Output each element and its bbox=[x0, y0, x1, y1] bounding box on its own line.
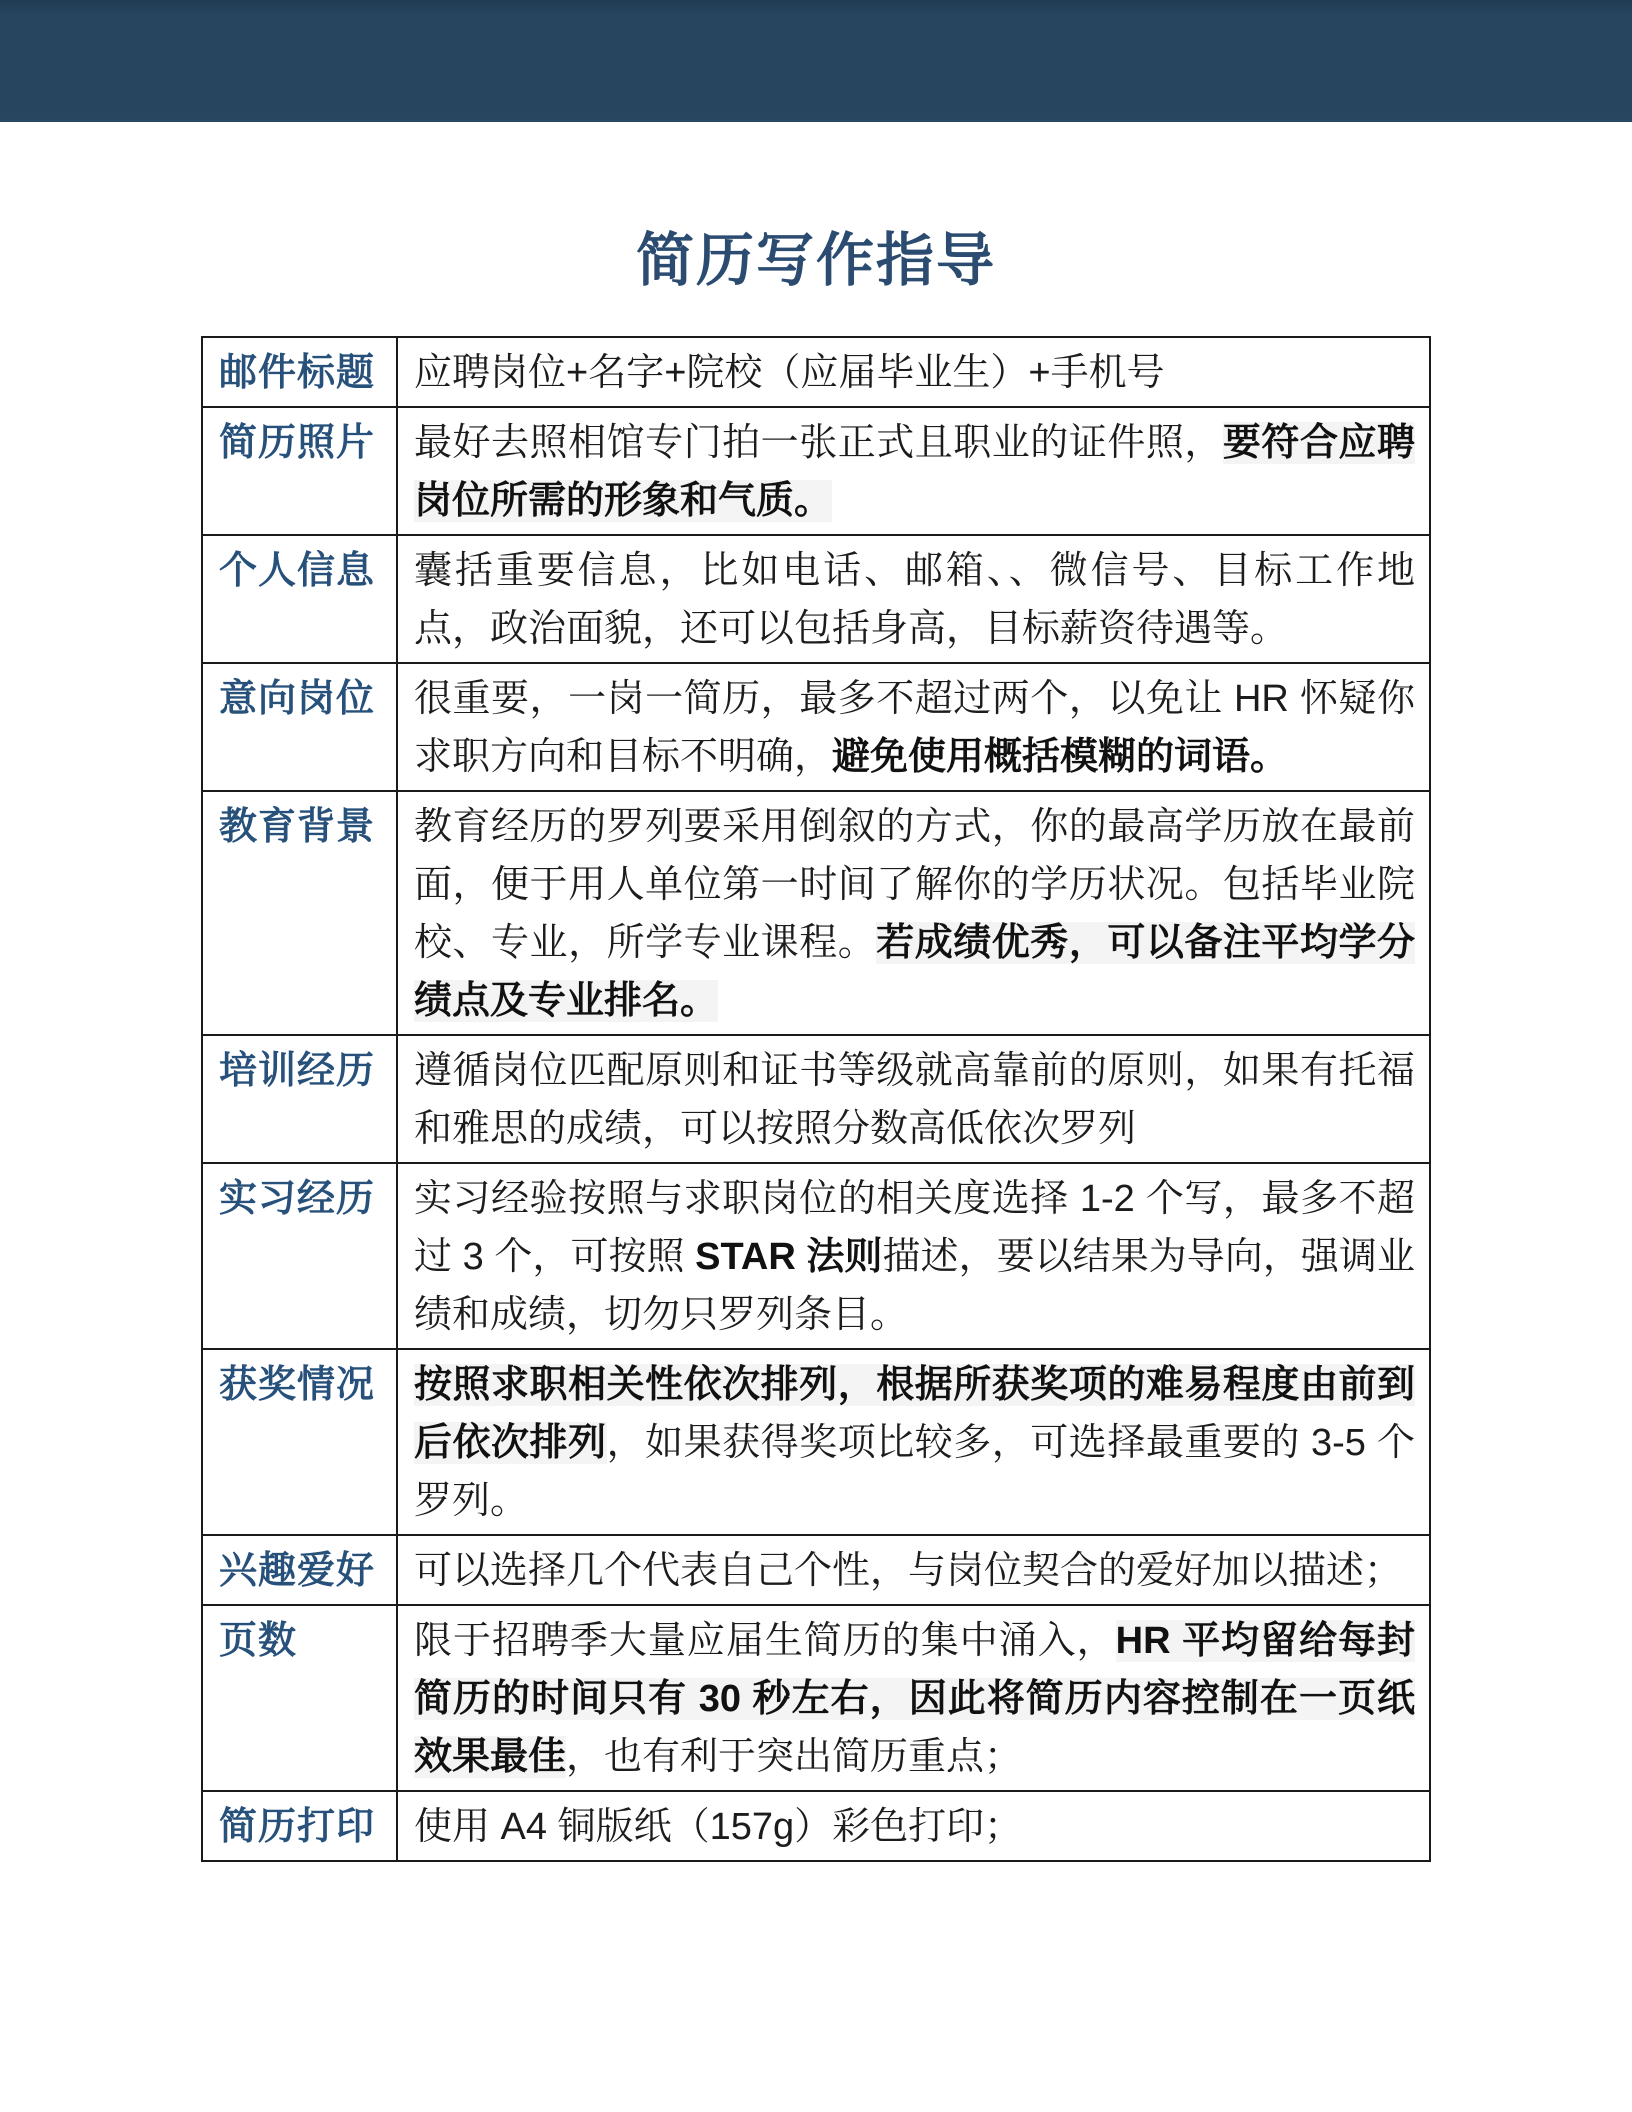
row-content bbox=[397, 1349, 1430, 1535]
table-row bbox=[202, 1535, 1430, 1605]
table-row bbox=[202, 535, 1430, 663]
row-content bbox=[397, 1535, 1430, 1605]
row-label: 兴趣爱好 bbox=[202, 1535, 397, 1605]
row-label: 实习经历 bbox=[202, 1163, 397, 1349]
text-segment: 描述，要以结果为导向，强调业绩和成绩，切勿只罗列条目。 bbox=[414, 1236, 1415, 1336]
header-bar bbox=[0, 0, 1632, 122]
table-row bbox=[202, 663, 1430, 791]
table-row bbox=[202, 407, 1430, 535]
row-content bbox=[397, 407, 1430, 535]
text-segment: 应聘岗位+名字+院校（应届毕业生）+手机号 bbox=[414, 352, 1165, 394]
table-row bbox=[202, 1163, 1430, 1349]
table-body bbox=[202, 337, 1430, 1861]
row-label: 简历照片 bbox=[202, 407, 397, 535]
text-segment: 要符合应聘岗位所需的形象和气质。 bbox=[414, 422, 1415, 522]
guide-table bbox=[201, 336, 1431, 1862]
text-segment: 遵循岗位匹配原则和证书等级就高靠前的原则，如果有托福和雅思的成绩，可以按照分数高低依次罗列 bbox=[414, 1050, 1415, 1150]
row-content bbox=[397, 791, 1430, 1035]
text-segment: 教育经历的罗列要采用倒叙的方式，你的最高学历放在最前面，便于用人单位第一时间了解你的学历状况。包括毕业院校、专业，所学专业课程。 bbox=[414, 806, 1415, 964]
text-segment: 限于招聘季大量应届生简历的集中涌入， bbox=[414, 1620, 1116, 1662]
table-row bbox=[202, 791, 1430, 1035]
text-segment: 很重要，一岗一简历，最多不超过两个，以免让 HR 怀疑你求职方向和目标不明确， bbox=[414, 678, 1415, 778]
text-segment: 若成绩优秀，可以备注平均学分绩点及专业排名。 bbox=[414, 922, 1415, 1022]
text-segment: 可以选择几个代表自己个性，与岗位契合的爱好加以描述； bbox=[414, 1550, 1403, 1592]
row-label: 个人信息 bbox=[202, 535, 397, 663]
row-label: 邮件标题 bbox=[202, 337, 397, 407]
text-segment: ，如果获得奖项比较多，可选择最重要的 3-5 个罗列。 bbox=[414, 1422, 1415, 1522]
row-content bbox=[397, 663, 1430, 791]
table-row bbox=[202, 337, 1430, 407]
row-label: 培训经历 bbox=[202, 1035, 397, 1163]
text-segment: 避免使用概括模糊的词语。 bbox=[832, 736, 1289, 778]
text-segment: ，也有利于突出简历重点； bbox=[566, 1736, 1023, 1778]
text-segment: 使用 A4 铜版纸（157g）彩色打印； bbox=[414, 1806, 1023, 1848]
text-segment: 实习经验按照与求职岗位的相关度选择 1-2 个写，最多不超过 3 个，可按照 bbox=[414, 1178, 1415, 1278]
page-title: 简历写作指导 bbox=[635, 228, 996, 293]
row-label: 意向岗位 bbox=[202, 663, 397, 791]
row-content bbox=[397, 337, 1430, 407]
table-row bbox=[202, 1791, 1430, 1861]
row-label: 简历打印 bbox=[202, 1791, 397, 1861]
text-segment: 按照求职相关性依次排列，根据所获奖项的难易程度由前到后依次排列 bbox=[414, 1364, 1415, 1464]
text-segment: STAR 法则 bbox=[695, 1236, 883, 1278]
row-content bbox=[397, 1605, 1430, 1791]
row-label: 教育背景 bbox=[202, 791, 397, 1035]
row-content bbox=[397, 1791, 1430, 1861]
row-content bbox=[397, 535, 1430, 663]
table-row bbox=[202, 1035, 1430, 1163]
text-segment: 囊括重要信息，比如电话、邮箱、、微信号、目标工作地点，政治面貌，还可以包括身高，目标薪资待遇等。 bbox=[414, 550, 1415, 650]
text-segment: HR 平均留给每封简历的时间只有 30 秒左右，因此将简历内容控制在一页纸效果最佳 bbox=[414, 1620, 1415, 1778]
text-segment: 最好去照相馆专门拍一张正式且职业的证件照， bbox=[414, 422, 1223, 464]
table-row bbox=[202, 1605, 1430, 1791]
row-content bbox=[397, 1163, 1430, 1349]
row-label: 页数 bbox=[202, 1605, 397, 1791]
row-content bbox=[397, 1035, 1430, 1163]
table-row bbox=[202, 1349, 1430, 1535]
row-label: 获奖情况 bbox=[202, 1349, 397, 1535]
